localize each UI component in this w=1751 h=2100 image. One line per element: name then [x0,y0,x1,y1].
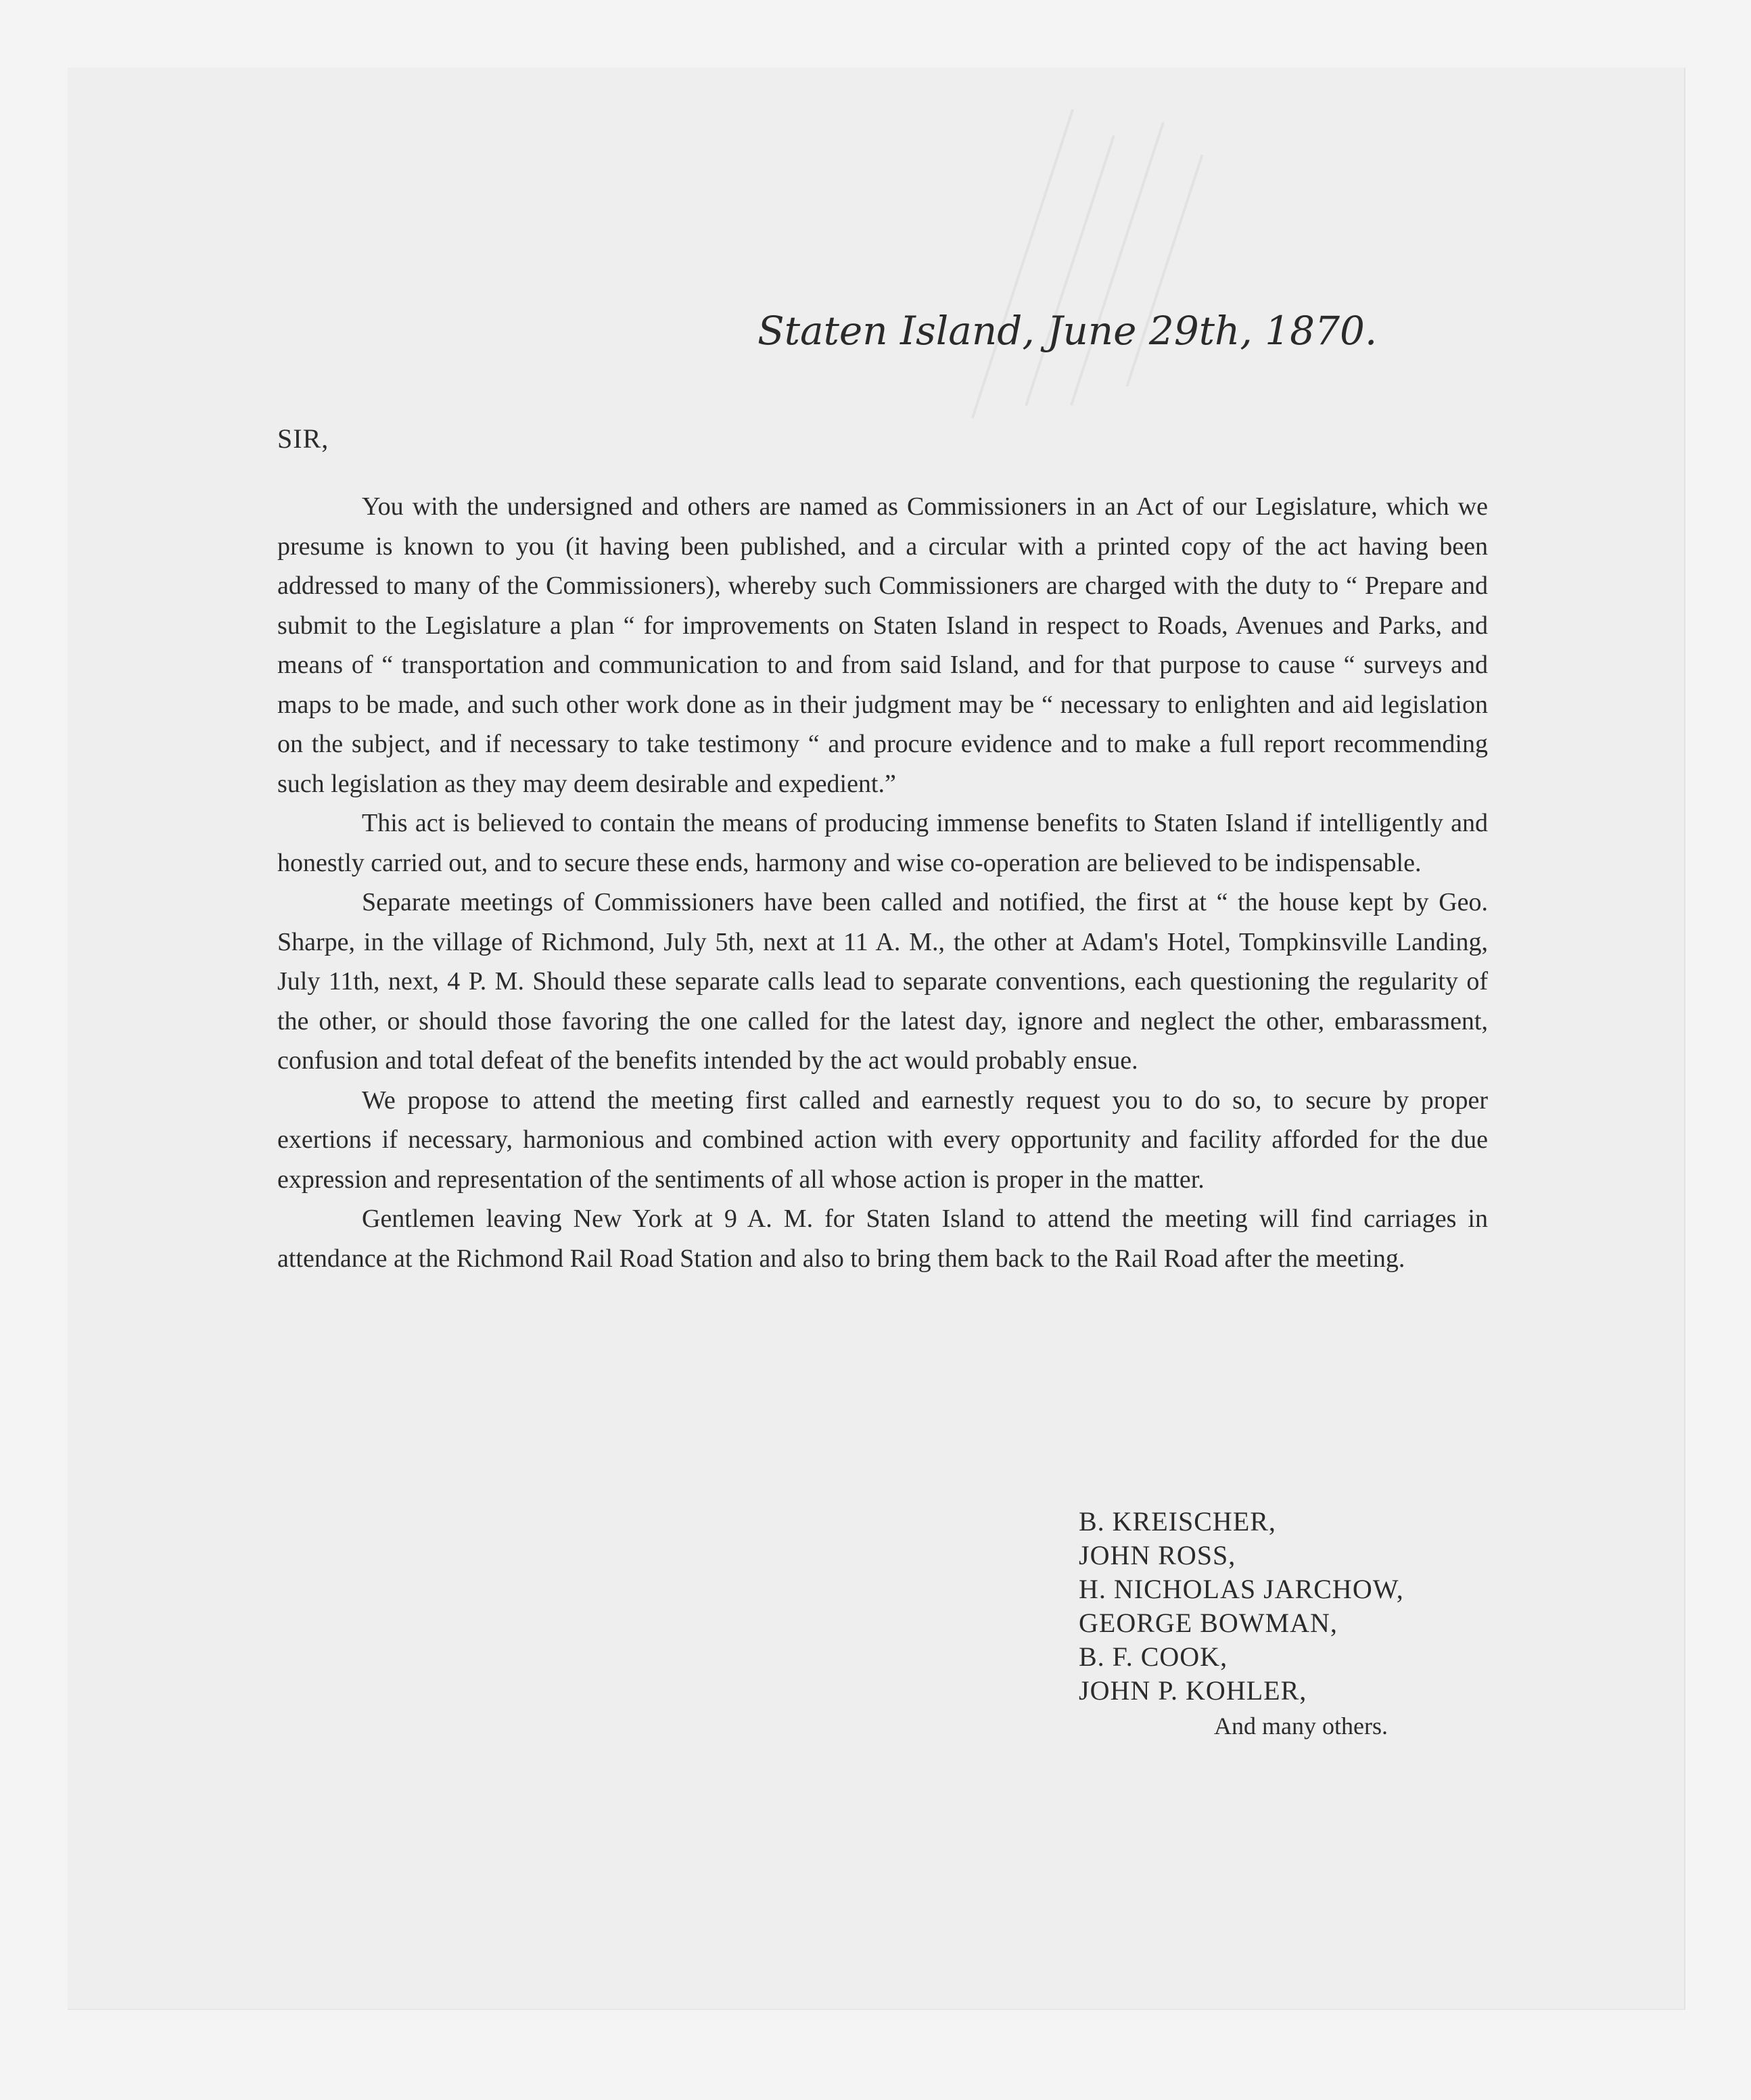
signatory: H. NICHOLAS JARCHOW, [1079,1574,1404,1604]
paragraph-separate-meetings: Separate meetings of Commissioners have been called and notified, the first at “ the house kept by Geo. Sharpe, in the village of Richmond, July 5th, next at 11 A. M., the other at Adam's Hotel, Tompkinsville Landing, July 11th, next, 4 P. M. Should these separate calls lead to separate conventions, each questioning the regularity of the other, or should those favoring the one called for the latest day, ignore and neglect the other, embarassment, confusion and total defeat of the benefits intended by the act would probably ensue. [277,888,1488,1075]
paragraph-benefits: This act is believed to contain the means of producing immense benefits to Staten Island if intelligently and honestly carried out, and to secure these ends, harmony and wise co-operation are believed to be indispensable. [277,809,1488,877]
paragraph-proposal: We propose to attend the meeting first called and earnestly request you to do so, to secure by proper exertions if necessary, harmonious and combined action with every opportunity and facility afforded for the due expression and representation of the sentiments of all whose action is proper in the matter. [277,1086,1488,1194]
paragraph-travel-arrangements: Gentlemen leaving New York at 9 A. M. for Staten Island to attend the meeting will find carriages in attendance at the Richmond Rail Road Station and also to bring them back to the Rail Road after the meeting. [277,1205,1488,1273]
signatory: GEORGE BOWMAN, [1079,1608,1338,1638]
signatory: JOHN ROSS, [1079,1540,1236,1570]
paragraph-act-description: You with the undersigned and others are named as Commissioners in an Act of our Legislature, which we presume is known to you (it having been published, and a circular with a printed copy of the act having been addressed to many of the Commissioners), whereby such Commissioners are charged with the duty to “ Prepare and submit to the Legislature a plan “ for improvements on Staten Island in respect to Roads, Avenues and Parks, and means of “ transportation and communication to and from said Island, and for that purpose to cause “ surveys and maps to be made, and such other work done as in their judgment may be “ necessary to enlighten and aid legislation on the subject, and if necessary to take testimony “ and procure evidence and to make a full report recommending such legislation as they may deem desirable and expedient.” [277,492,1488,798]
salutation: SIR, [277,423,329,454]
signatory: JOHN P. KOHLER, [1079,1675,1307,1706]
signatory: B. KREISCHER, [1079,1506,1276,1537]
letter-body [277,487,1488,1278]
signature-block [1079,1505,1552,1743]
signatory: B. F. COOK, [1079,1641,1228,1672]
closing-line: And many others. [1214,1712,1388,1740]
dateline: Staten Island, June 29th, 1870. [757,308,1378,354]
